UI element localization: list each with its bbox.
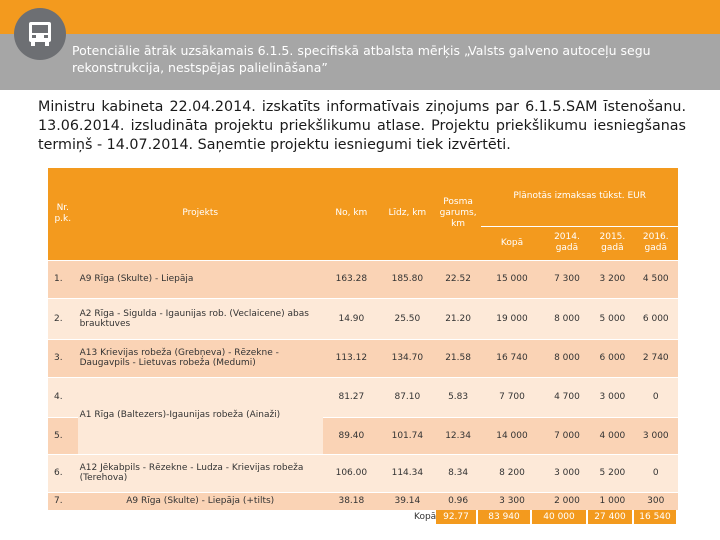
- cell-nr: 2.: [48, 298, 78, 339]
- table-row: [48, 298, 678, 339]
- cell-2016: 0: [634, 454, 678, 492]
- cell-to-km: 87.10: [380, 377, 435, 417]
- cell-length: 0.96: [435, 492, 482, 510]
- cell-from-km: 113.12: [323, 339, 380, 377]
- totals-cost: 83 940: [478, 510, 530, 524]
- cell-from-km: 81.27: [323, 377, 380, 417]
- totals-2014: 40 000: [532, 510, 586, 524]
- cell-length: 21.20: [435, 298, 482, 339]
- header-2015: 2015. gadā: [591, 226, 633, 260]
- cell-project: A13 Krievijas robeža (Grebņeva) - Rēzekne - Daugavpils - Lietuvas robeža (Medumi): [78, 339, 323, 377]
- header-total: Kopā: [481, 226, 542, 260]
- totals-label: Kopā: [414, 512, 437, 522]
- cell-from-km: 14.90: [323, 298, 380, 339]
- cell-total: 8 200: [481, 454, 542, 492]
- cell-2015: 6 000: [591, 339, 633, 377]
- cell-from-km: 89.40: [323, 417, 380, 454]
- cell-length: 21.58: [435, 339, 482, 377]
- cell-nr: 1.: [48, 260, 78, 298]
- cell-to-km: 39.14: [380, 492, 435, 510]
- cell-2014: 8 000: [543, 339, 592, 377]
- cell-nr: 4.: [48, 377, 78, 417]
- totals-2016: 16 540: [634, 510, 676, 524]
- cell-to-km: 25.50: [380, 298, 435, 339]
- cell-2016: 4 500: [634, 260, 678, 298]
- cell-to-km: 134.70: [380, 339, 435, 377]
- cell-2016: 6 000: [634, 298, 678, 339]
- cell-total: 19 000: [481, 298, 542, 339]
- header-2016: 2016. gadā: [634, 226, 678, 260]
- table-row: [48, 454, 678, 492]
- cell-2016: 0: [634, 377, 678, 417]
- cell-nr: 3.: [48, 339, 78, 377]
- cell-2015: 3 000: [591, 377, 633, 417]
- cell-total: 16 740: [481, 339, 542, 377]
- cell-2015: 5 200: [591, 454, 633, 492]
- cell-length: 8.34: [435, 454, 482, 492]
- page-title: Potenciālie ātrāk uzsākamais 6.1.5. specifiskā atbalsta mērķis „Valsts galveno autoceļu segu rekonstrukcija, nestspējas palielināšana”: [72, 43, 651, 75]
- table-row: [48, 377, 678, 417]
- cell-length: 5.83: [435, 377, 482, 417]
- cell-nr: 7.: [48, 492, 78, 510]
- cell-project: A12 Jēkabpils - Rēzekne - Ludza - Krievijas robeža (Terehova): [78, 454, 323, 492]
- totals-length: 92.77: [436, 510, 476, 524]
- cell-2014: 2 000: [543, 492, 592, 510]
- table-row: [48, 339, 678, 377]
- truck-icon: [14, 8, 66, 60]
- cell-2014: 3 000: [543, 454, 592, 492]
- cell-length: 12.34: [435, 417, 482, 454]
- cell-2014: 7 000: [543, 417, 592, 454]
- totals-2015: 27 400: [588, 510, 632, 524]
- cell-project: A9 Rīga (Skulte) - Liepāja (+tilts): [78, 492, 323, 510]
- cell-nr: 6.: [48, 454, 78, 492]
- header-from-km: No, km: [323, 168, 380, 260]
- cell-to-km: 114.34: [380, 454, 435, 492]
- cell-project-merged: A1 Rīga (Baltezers)-Igaunijas robeža (Ainaži): [78, 377, 323, 454]
- header-length: Posma garums, km: [435, 168, 482, 260]
- cell-from-km: 163.28: [323, 260, 380, 298]
- table-header-row: [48, 168, 678, 226]
- cell-2015: 3 200: [591, 260, 633, 298]
- table-row: [48, 260, 678, 298]
- cell-from-km: 106.00: [323, 454, 380, 492]
- cell-to-km: 185.80: [380, 260, 435, 298]
- cell-total: 7 700: [481, 377, 542, 417]
- cell-project: A2 Rīga - Sigulda - Igaunijas rob. (Veclaicene) abas brauktuves: [78, 298, 323, 339]
- header-accent-bar: [0, 0, 720, 34]
- cell-to-km: 101.74: [380, 417, 435, 454]
- cell-2014: 4 700: [543, 377, 592, 417]
- cell-2015: 5 000: [591, 298, 633, 339]
- cell-length: 22.52: [435, 260, 482, 298]
- cell-2016: 300: [634, 492, 678, 510]
- cell-2014: 8 000: [543, 298, 592, 339]
- cell-from-km: 38.18: [323, 492, 380, 510]
- intro-paragraph: Ministru kabineta 22.04.2014. izskatīts informatīvais ziņojums par 6.1.5.SAM īstenošanu. 13.06.2014. izsludināta projektu priekšlikumu atlase. Projektu priekšlikumu iesniegšanas termiņš - 14.07.2014. Saņemtie projektu iesniegumi tiek izvērtēti.: [38, 99, 686, 153]
- header-project: Projekts: [78, 168, 323, 260]
- cell-2015: 1 000: [591, 492, 633, 510]
- table-row: [48, 492, 678, 510]
- cell-2015: 4 000: [591, 417, 633, 454]
- header-costs: Plānotās izmaksas tūkst. EUR: [481, 168, 678, 226]
- cell-nr: 5.: [48, 417, 78, 454]
- cell-2016: 3 000: [634, 417, 678, 454]
- cell-2014: 7 300: [543, 260, 592, 298]
- cell-project: A9 Rīga (Skulte) - Liepāja: [78, 260, 323, 298]
- header-nr: Nr. p.k.: [48, 168, 78, 260]
- cell-2016: 2 740: [634, 339, 678, 377]
- projects-table: [48, 168, 678, 511]
- header-2014: 2014. gadā: [543, 226, 592, 260]
- header-to-km: Līdz, km: [380, 168, 435, 260]
- cell-total: 3 300: [481, 492, 542, 510]
- cell-total: 14 000: [481, 417, 542, 454]
- cell-total: 15 000: [481, 260, 542, 298]
